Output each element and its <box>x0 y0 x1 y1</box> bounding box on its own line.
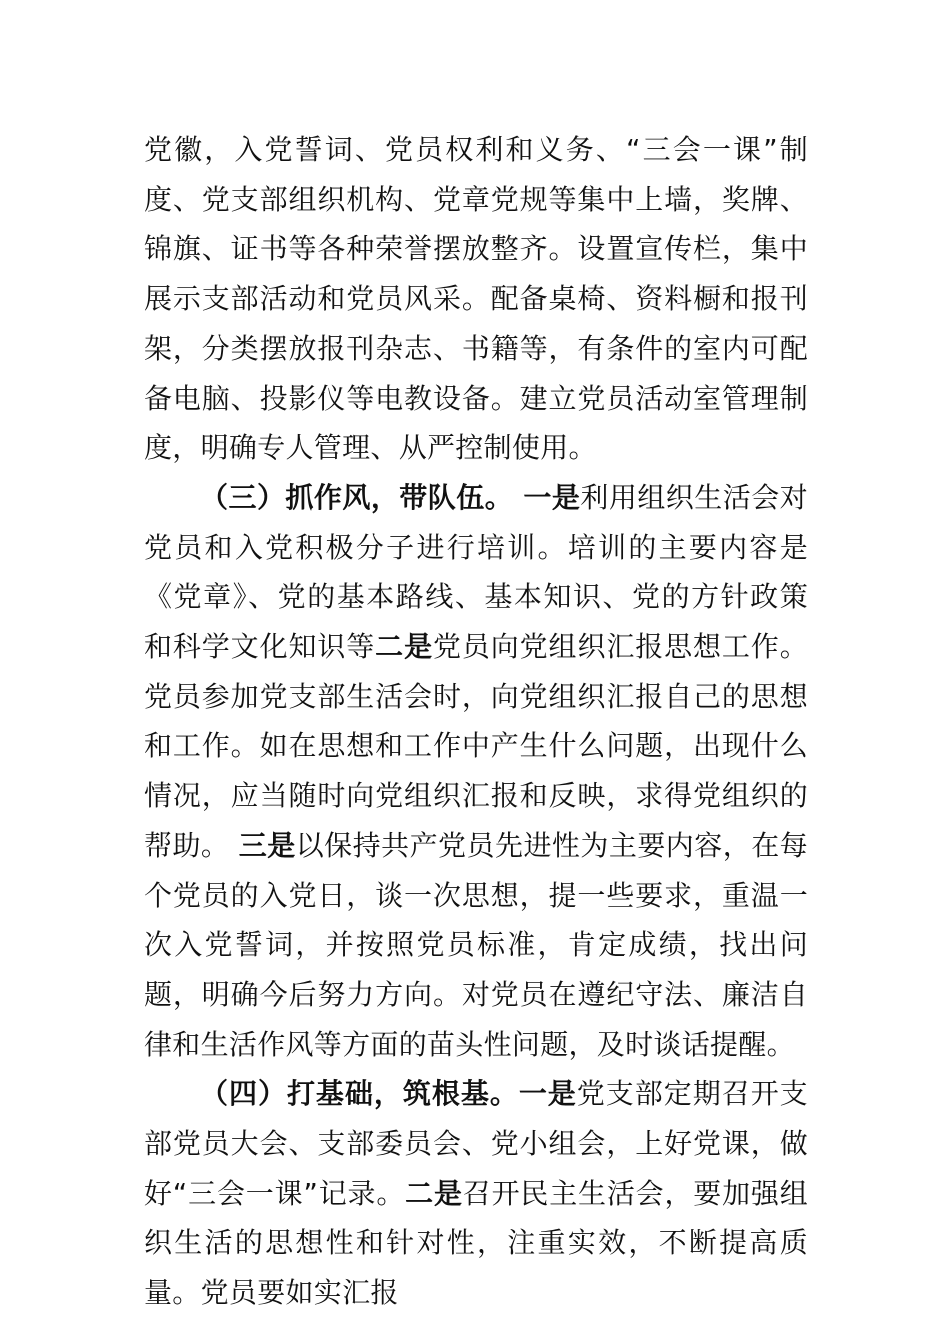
bold-marker: 二是 <box>405 1176 463 1210</box>
document-body <box>144 125 808 1318</box>
text-run: 以保持共产党员先进性为主要内容，在每个党员的入党日，谈一次思想，提一些要求，重温一次入党誓词，并按照党员标准，肯定成绩，找出问题，明确今后努力方向。对党员在遵纪守法、廉洁自律和生活作风等方面的苗头性问题，及时谈话提醒。 <box>144 828 808 1061</box>
paragraph-section-four <box>144 1069 808 1318</box>
text-run: 利用组织生活会对党员和入党积极分子进行培训。培训的主要内容是《党章》、党的基本路线、基本知识、党的方针政策和科学文化知识等 <box>144 480 808 664</box>
paragraph-section-three <box>144 473 808 1069</box>
bold-marker: 一是 <box>523 480 581 514</box>
bold-marker: 三是 <box>238 828 296 862</box>
paragraph-activity-room <box>144 125 808 473</box>
section-heading: （三）抓作风，带队伍。 <box>200 480 524 514</box>
text-run: 党员向党组织汇报思想工作。党员参加党支部生活会时，向党组织汇报自己的思想和工作。如在思想和工作中产生什么问题，出现什么情况，应当随时向党组织汇报和反映，求得党组织的帮助。 <box>144 630 809 862</box>
text-run: 党支部定期召开支部党员大会、支部委员会、党小组会，上好党课，做好“三会一课”记录。 <box>144 1077 808 1210</box>
text-run: 党徽，入党誓词、党员权利和义务、“三会一课”制度、党支部组织机构、党章党规等集中上墙，奖牌、锦旗、证书等各种荣誉摆放整齐。设置宣传栏，集中展示支部活动和党员风采。配备桌椅、资料橱和报刊架，分类摆放报刊杂志、书籍等，有条件的室内可配备电脑、投影仪等电教设备。建立党员活动室管理制度，明确专人管理、从严控制使用。 <box>144 133 808 465</box>
text-run: 召开民主生活会，要加强组织生活的思想性和针对性，注重实效，不断提高质量。党员要如实汇报 <box>144 1176 808 1310</box>
bold-marker: 二是 <box>375 630 433 664</box>
bold-marker: 一是 <box>518 1077 577 1111</box>
section-heading: （四）打基础，筑根基。 <box>200 1077 519 1111</box>
